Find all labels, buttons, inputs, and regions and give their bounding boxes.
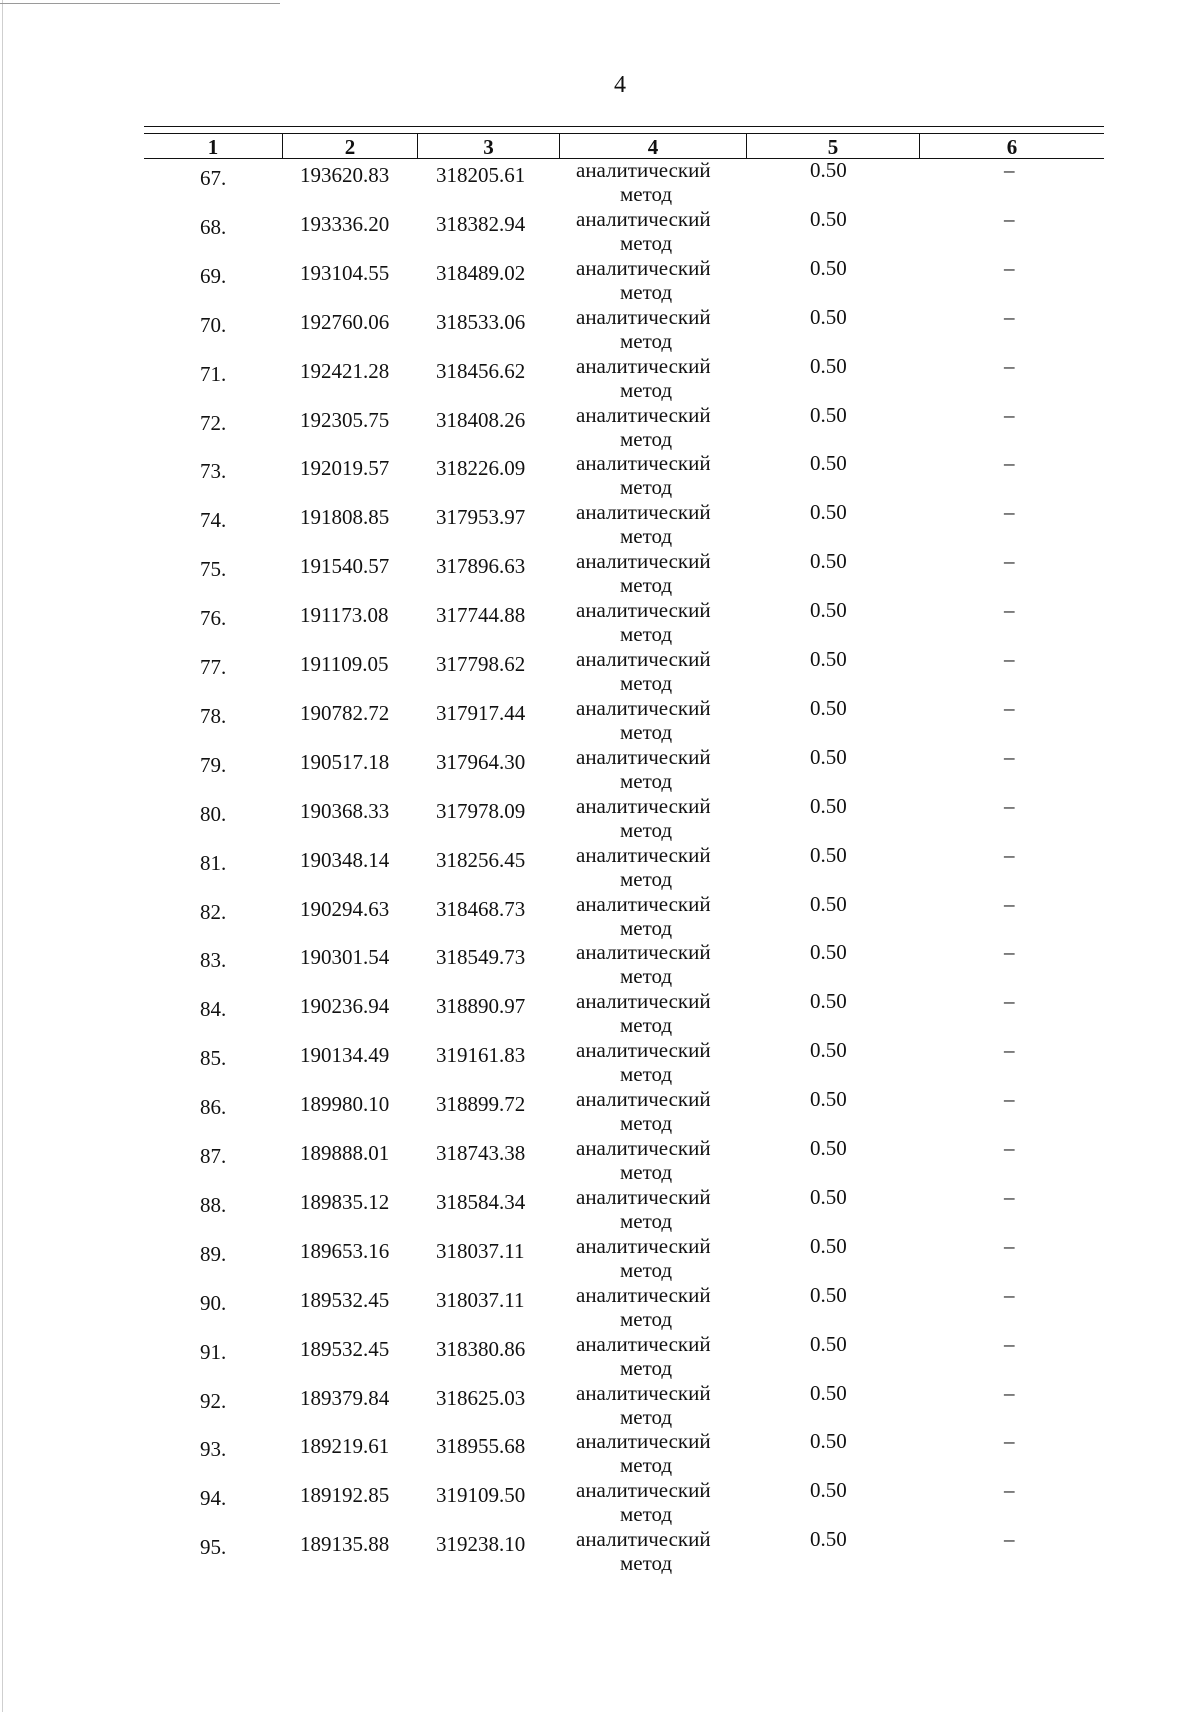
coordinate-x: 190134.49 [300, 1043, 390, 1068]
error-value: 0.50 [810, 206, 847, 231]
method-line-1: аналитический [576, 304, 711, 329]
row-number: 86. [200, 1095, 227, 1120]
table-row [144, 207, 1104, 256]
coordinate-y: 318890.97 [436, 994, 526, 1019]
coordinate-y: 318899.72 [436, 1092, 526, 1117]
method-line-1: аналитический [576, 1331, 711, 1356]
row-number: 75. [200, 557, 227, 582]
row-number: 76. [200, 606, 227, 631]
error-value: 0.50 [810, 1380, 847, 1405]
coordinate-x: 193620.83 [300, 163, 390, 187]
error-value: 0.50 [810, 353, 847, 378]
row-number: 78. [200, 703, 227, 728]
coordinate-y: 318226.09 [436, 456, 526, 481]
note-dash: – [1004, 647, 1015, 671]
coordinate-x: 190294.63 [300, 896, 390, 921]
note-dash: – [1004, 1233, 1015, 1258]
row-number: 80. [200, 801, 227, 826]
note-dash: – [1004, 1087, 1015, 1112]
coordinate-x: 190348.14 [300, 847, 390, 872]
coordinate-y: 318489.02 [436, 260, 526, 285]
row-number: 95. [200, 1535, 227, 1560]
method-line-2: метод [620, 622, 673, 647]
note-dash: – [1004, 500, 1015, 525]
page-number: 4 [614, 72, 626, 98]
note-dash: – [1004, 304, 1015, 329]
error-value: 0.50 [810, 451, 847, 476]
row-number: 68. [200, 214, 227, 239]
table-row [144, 1381, 1104, 1430]
table-row [144, 647, 1104, 696]
method-line-1: аналитический [576, 1136, 711, 1160]
table-row [144, 1429, 1104, 1478]
error-value: 0.50 [810, 891, 847, 916]
table-row [144, 354, 1104, 403]
coordinate-y: 318549.73 [436, 945, 526, 970]
row-number: 72. [200, 410, 227, 435]
method-line-2: метод [620, 573, 673, 598]
error-value: 0.50 [810, 158, 847, 182]
row-number: 89. [200, 1241, 227, 1266]
method-line-1: аналитический [576, 1380, 711, 1405]
coordinate-x: 189888.01 [300, 1141, 390, 1165]
row-number: 87. [200, 1144, 227, 1168]
table-row [144, 1478, 1104, 1527]
table-row [144, 1332, 1104, 1381]
column-header-6: 6 [1006, 135, 1018, 159]
method-line-2: метод [620, 1062, 673, 1087]
table-row [144, 1087, 1104, 1136]
method-line-2: метод [620, 671, 673, 695]
method-line-1: аналитический [576, 940, 711, 965]
method-line-1: аналитический [576, 1184, 711, 1209]
note-dash: – [1004, 1429, 1015, 1454]
note-dash: – [1004, 793, 1015, 818]
coordinate-x: 191109.05 [300, 652, 389, 676]
table-row [144, 256, 1104, 305]
table-row [144, 843, 1104, 892]
row-number: 73. [200, 459, 227, 484]
coordinate-y: 318037.11 [436, 1287, 525, 1312]
error-value: 0.50 [810, 304, 847, 329]
note-dash: – [1004, 451, 1015, 476]
error-value: 0.50 [810, 1429, 847, 1454]
method-line-2: метод [620, 1551, 673, 1576]
coordinate-x: 189980.10 [300, 1092, 390, 1117]
column-header-4: 4 [647, 135, 659, 159]
note-dash: – [1004, 1038, 1015, 1063]
row-number: 85. [200, 1046, 227, 1071]
coordinate-x: 190368.33 [300, 798, 390, 823]
error-value: 0.50 [810, 1136, 847, 1160]
note-dash: – [1004, 1380, 1015, 1405]
error-value: 0.50 [810, 1184, 847, 1209]
method-line-2: метод [620, 915, 673, 940]
row-number: 74. [200, 508, 227, 533]
coordinate-x: 189835.12 [300, 1189, 390, 1214]
coordinate-y: 318468.73 [436, 896, 526, 921]
table-row [144, 305, 1104, 354]
column-header-1: 1 [207, 135, 219, 159]
row-number: 91. [200, 1339, 227, 1364]
table-row [144, 1527, 1104, 1576]
table-top-rule [144, 126, 1104, 127]
method-line-2: метод [620, 1257, 673, 1282]
coordinate-x: 189532.45 [300, 1287, 390, 1312]
error-value: 0.50 [810, 1527, 847, 1552]
coordinate-y: 317978.09 [436, 798, 526, 823]
note-dash: – [1004, 842, 1015, 867]
coordinate-y: 318205.61 [436, 163, 526, 187]
error-value: 0.50 [810, 1331, 847, 1356]
method-line-1: аналитический [576, 695, 711, 720]
table-row [144, 794, 1104, 843]
note-dash: – [1004, 1331, 1015, 1356]
row-number: 81. [200, 850, 227, 875]
table-row [144, 989, 1104, 1038]
method-line-1: аналитический [576, 1087, 711, 1112]
coordinate-y: 317896.63 [436, 554, 526, 579]
row-number: 71. [200, 361, 227, 386]
error-value: 0.50 [810, 1478, 847, 1503]
method-line-1: аналитический [576, 891, 711, 916]
row-number: 79. [200, 752, 227, 777]
coordinate-y: 318256.45 [436, 847, 526, 872]
method-line-1: аналитический [576, 647, 711, 671]
method-line-1: аналитический [576, 1429, 711, 1454]
table-row [144, 1234, 1104, 1283]
method-line-1: аналитический [576, 989, 711, 1014]
table-row [144, 1283, 1104, 1332]
coordinate-y: 317964.30 [436, 749, 526, 774]
error-value: 0.50 [810, 744, 847, 769]
note-dash: – [1004, 158, 1015, 182]
row-number: 77. [200, 655, 227, 679]
table-row [144, 696, 1104, 745]
method-line-1: аналитический [576, 598, 711, 623]
coordinate-x: 189192.85 [300, 1483, 390, 1508]
page-edge-line [2, 0, 3, 1712]
method-line-2: метод [620, 1013, 673, 1038]
error-value: 0.50 [810, 989, 847, 1014]
coordinate-x: 189379.84 [300, 1385, 390, 1410]
row-number: 69. [200, 263, 227, 288]
note-dash: – [1004, 598, 1015, 623]
row-number: 67. [200, 166, 227, 190]
note-dash: – [1004, 255, 1015, 280]
coordinate-x: 190517.18 [300, 749, 390, 774]
method-line-1: аналитический [576, 353, 711, 378]
coordinate-y: 318408.26 [436, 407, 526, 432]
coordinate-x: 192019.57 [300, 456, 390, 481]
error-value: 0.50 [810, 402, 847, 427]
row-number: 70. [200, 312, 227, 337]
method-line-1: аналитический [576, 206, 711, 231]
error-value: 0.50 [810, 1282, 847, 1307]
coordinate-x: 189532.45 [300, 1336, 390, 1361]
error-value: 0.50 [810, 255, 847, 280]
table-row [144, 158, 1104, 207]
coordinate-y: 318743.38 [436, 1141, 526, 1165]
error-value: 0.50 [810, 940, 847, 965]
method-line-1: аналитический [576, 793, 711, 818]
column-header-3: 3 [483, 135, 494, 159]
table-row [144, 940, 1104, 989]
table-row [144, 500, 1104, 549]
table-row [144, 598, 1104, 647]
method-line-2: метод [620, 1160, 673, 1184]
table-row [144, 451, 1104, 500]
coordinate-x: 189653.16 [300, 1238, 390, 1263]
coordinate-x: 192305.75 [300, 407, 390, 432]
coordinate-x: 190301.54 [300, 945, 390, 970]
table-row [144, 1038, 1104, 1087]
error-value: 0.50 [810, 695, 847, 720]
method-line-2: метод [620, 866, 673, 891]
note-dash: – [1004, 402, 1015, 427]
note-dash: – [1004, 1527, 1015, 1552]
table-row [144, 1185, 1104, 1234]
row-number: 90. [200, 1290, 227, 1315]
coordinate-x: 189219.61 [300, 1434, 390, 1459]
table-row [144, 745, 1104, 794]
method-line-2: метод [620, 1404, 673, 1429]
table-row [144, 1136, 1104, 1185]
method-line-2: метод [620, 1355, 673, 1380]
method-line-1: аналитический [576, 158, 711, 182]
method-line-1: аналитический [576, 1527, 711, 1552]
coordinate-x: 189135.88 [300, 1532, 390, 1557]
coordinate-x: 190236.94 [300, 994, 390, 1019]
error-value: 0.50 [810, 647, 847, 671]
row-number: 92. [200, 1388, 227, 1413]
method-line-1: аналитический [576, 1282, 711, 1307]
coordinate-x: 191173.08 [300, 603, 389, 628]
row-number: 94. [200, 1486, 227, 1511]
method-line-2: метод [620, 719, 673, 744]
error-value: 0.50 [810, 842, 847, 867]
note-dash: – [1004, 549, 1015, 574]
note-dash: – [1004, 695, 1015, 720]
method-line-1: аналитический [576, 255, 711, 280]
coordinate-y: 318625.03 [436, 1385, 526, 1410]
method-line-2: метод [620, 182, 673, 206]
note-dash: – [1004, 1478, 1015, 1503]
note-dash: – [1004, 989, 1015, 1014]
coordinate-y: 319109.50 [436, 1483, 526, 1508]
coordinate-y: 318584.34 [436, 1189, 526, 1214]
method-line-1: аналитический [576, 451, 711, 476]
method-line-2: метод [620, 1306, 673, 1331]
column-header-5: 5 [827, 135, 839, 159]
method-line-1: аналитический [576, 842, 711, 867]
coordinate-x: 191540.57 [300, 554, 390, 579]
error-value: 0.50 [810, 598, 847, 623]
row-number: 82. [200, 899, 227, 924]
method-line-1: аналитический [576, 549, 711, 574]
coordinate-y: 317798.62 [436, 652, 526, 676]
method-line-2: метод [620, 426, 673, 451]
coordinate-y: 318382.94 [436, 211, 526, 236]
method-line-1: аналитический [576, 1478, 711, 1503]
coordinate-x: 192421.28 [300, 358, 390, 383]
method-line-1: аналитический [576, 1233, 711, 1258]
method-line-1: аналитический [576, 500, 711, 525]
method-line-2: метод [620, 279, 673, 304]
note-dash: – [1004, 353, 1015, 378]
method-line-2: метод [620, 768, 673, 793]
coordinate-y: 318380.86 [436, 1336, 526, 1361]
method-line-2: метод [620, 1208, 673, 1233]
table-row [144, 892, 1104, 941]
row-number: 88. [200, 1192, 227, 1217]
coordinate-y: 319161.83 [436, 1043, 526, 1068]
note-dash: – [1004, 940, 1015, 965]
method-line-2: метод [620, 1502, 673, 1527]
note-dash: – [1004, 206, 1015, 231]
coordinate-y: 317917.44 [436, 700, 526, 725]
table-header [144, 133, 1104, 159]
coordinate-y: 317744.88 [436, 603, 526, 628]
coordinate-x: 191808.85 [300, 505, 390, 530]
error-value: 0.50 [810, 549, 847, 574]
coordinate-y: 319238.10 [436, 1532, 526, 1557]
error-value: 0.50 [810, 500, 847, 525]
coordinate-y: 318955.68 [436, 1434, 526, 1459]
row-number: 93. [200, 1437, 227, 1462]
note-dash: – [1004, 744, 1015, 769]
note-dash: – [1004, 1184, 1015, 1209]
note-dash: – [1004, 1282, 1015, 1307]
table-row [144, 549, 1104, 598]
method-line-2: метод [620, 817, 673, 842]
method-line-2: метод [620, 524, 673, 549]
note-dash: – [1004, 1136, 1015, 1160]
row-number: 84. [200, 997, 227, 1022]
method-line-1: аналитический [576, 1038, 711, 1063]
method-line-2: метод [620, 475, 673, 500]
note-dash: – [1004, 891, 1015, 916]
coordinate-y: 318037.11 [436, 1238, 525, 1263]
coordinate-x: 192760.06 [300, 309, 390, 334]
error-value: 0.50 [810, 1038, 847, 1063]
coordinate-y: 318456.62 [436, 358, 526, 383]
method-line-2: метод [620, 377, 673, 402]
row-number: 83. [200, 948, 227, 973]
error-value: 0.50 [810, 1087, 847, 1112]
error-value: 0.50 [810, 793, 847, 818]
method-line-1: аналитический [576, 402, 711, 427]
coordinate-x: 193104.55 [300, 260, 390, 285]
coordinate-x: 193336.20 [300, 211, 390, 236]
table-row [144, 403, 1104, 452]
coordinate-x: 190782.72 [300, 700, 390, 725]
method-line-2: метод [620, 1453, 673, 1478]
method-line-1: аналитический [576, 744, 711, 769]
coordinate-y: 317953.97 [436, 505, 526, 530]
method-line-2: метод [620, 1111, 673, 1136]
page-top-line [0, 3, 280, 4]
coordinate-y: 318533.06 [436, 309, 526, 334]
method-line-2: метод [620, 328, 673, 353]
column-header-2: 2 [344, 135, 356, 159]
method-line-2: метод [620, 964, 673, 989]
method-line-2: метод [620, 230, 673, 255]
error-value: 0.50 [810, 1233, 847, 1258]
